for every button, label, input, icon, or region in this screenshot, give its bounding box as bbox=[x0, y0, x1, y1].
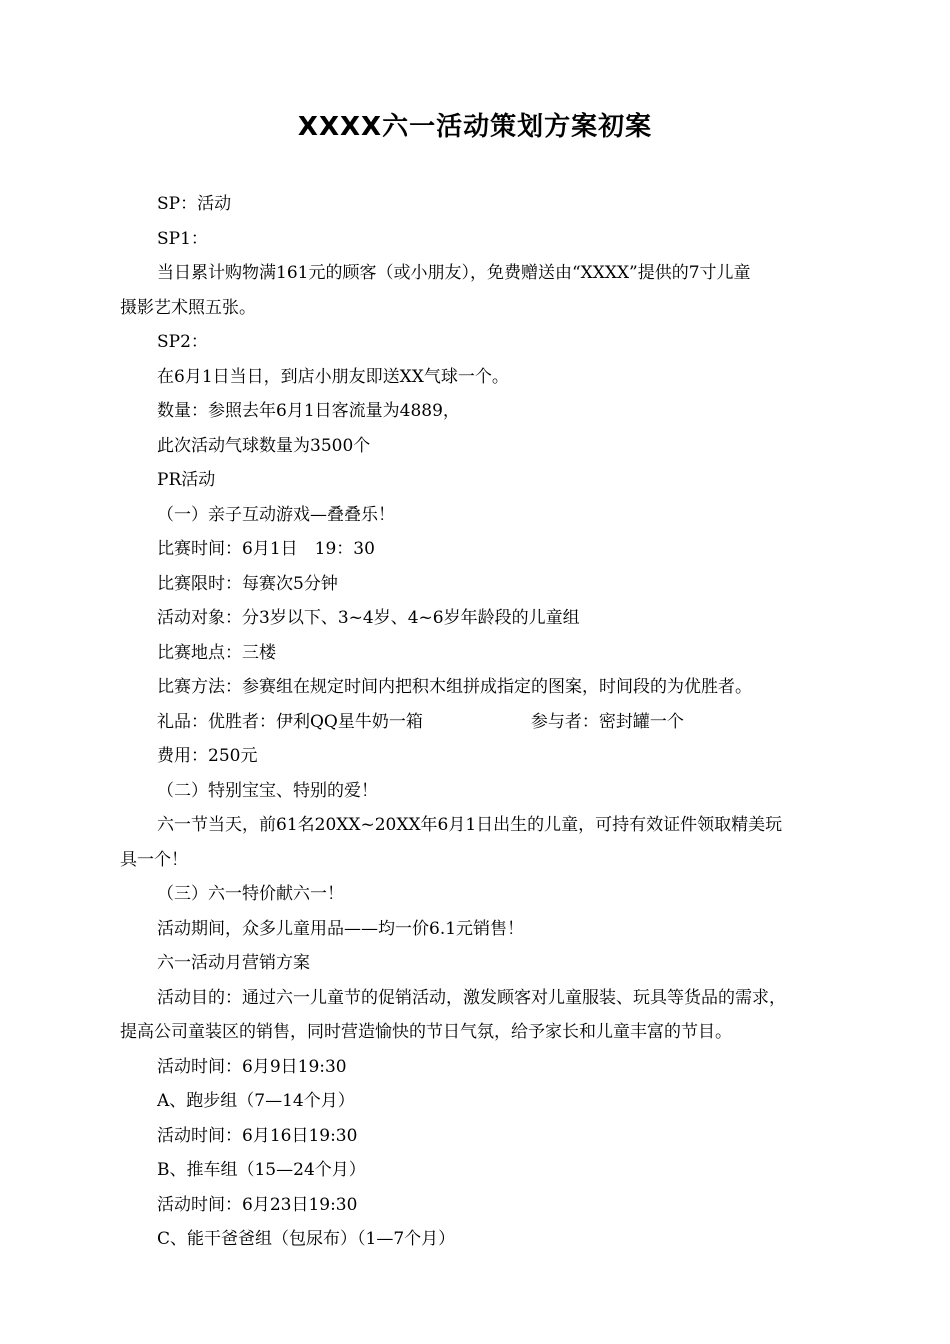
section-heading: （三）六一特价献六一！ bbox=[157, 884, 344, 904]
prize-winner-text: 礼品：优胜者：伊利QQ星牛奶一箱 bbox=[157, 711, 423, 732]
paragraph-line: 当日累计购物满161元的顾客（或小朋友），免费赠送由“XXXX”提供的7寸儿童 bbox=[157, 263, 751, 283]
paragraph-line: 比赛地点：三楼 bbox=[157, 642, 276, 663]
paragraph-line: 六一节当天，前61名20XX~20XX年6月1日出生的儿童，可持有效证件领取精美玩 bbox=[157, 815, 783, 835]
paragraph-line: 六一活动月营销方案 bbox=[157, 953, 310, 973]
paragraph-line: C、能干爸爸组（包尿布）（1—7个月） bbox=[157, 1229, 456, 1249]
paragraph-line: 此次活动气球数量为3500个 bbox=[157, 435, 371, 456]
document-title: XXXX六一活动策划方案初案 bbox=[297, 112, 653, 142]
prize-participant-text: 参与者：密封罐一个 bbox=[530, 711, 684, 732]
paragraph-line: 比赛限时：每赛次5分钟 bbox=[157, 573, 338, 594]
paragraph-line: 在6月1日当日，到店小朋友即送XX气球一个。 bbox=[157, 366, 509, 387]
paragraph-line: 摄影艺术照五张。 bbox=[120, 297, 256, 318]
paragraph-line: SP：活动 bbox=[157, 194, 232, 214]
paragraph-line: 活动时间：6月23日19:30 bbox=[157, 1194, 358, 1215]
paragraph-line: SP1： bbox=[157, 228, 208, 249]
paragraph-line: 活动目的：通过六一儿童节的促销活动，激发顾客对儿童服装、玩具等货品的需求， bbox=[157, 987, 786, 1008]
paragraph-line: 活动期间，众多儿童用品——均一价6.1元销售！ bbox=[157, 918, 525, 939]
paragraph-line: 比赛时间：6月1日 19：30 bbox=[157, 539, 375, 559]
paragraph-line: 活动对象：分3岁以下、3~4岁、4~6岁年龄段的儿童组 bbox=[157, 608, 580, 628]
section-heading: （二）特别宝宝、特别的爱！ bbox=[157, 780, 378, 801]
paragraph-line bbox=[120, 705, 840, 740]
paragraph-line: B、推车组（15—24个月） bbox=[157, 1160, 366, 1180]
section-heading: （一）亲子互动游戏—叠叠乐！ bbox=[157, 504, 395, 525]
paragraph-line: 活动时间：6月9日19:30 bbox=[157, 1056, 347, 1077]
paragraph-line: PR活动 bbox=[157, 470, 216, 490]
paragraph-line: 数量：参照去年6月1日客流量为4889， bbox=[157, 401, 460, 421]
document-body bbox=[120, 187, 840, 1257]
paragraph-line: 活动时间：6月16日19:30 bbox=[157, 1125, 358, 1146]
paragraph-line: 具一个！ bbox=[120, 849, 188, 870]
paragraph-line: A、跑步组（7—14个月） bbox=[157, 1091, 355, 1111]
paragraph-line: SP2： bbox=[157, 332, 208, 352]
paragraph-line: 提高公司童装区的销售，同时营造愉快的节日气氛，给予家长和儿童丰富的节目。 bbox=[120, 1022, 732, 1042]
paragraph-line: 费用：250元 bbox=[157, 746, 258, 766]
paragraph-line: 比赛方法：参赛组在规定时间内把积木组拼成指定的图案，时间段的为优胜者。 bbox=[157, 677, 752, 697]
